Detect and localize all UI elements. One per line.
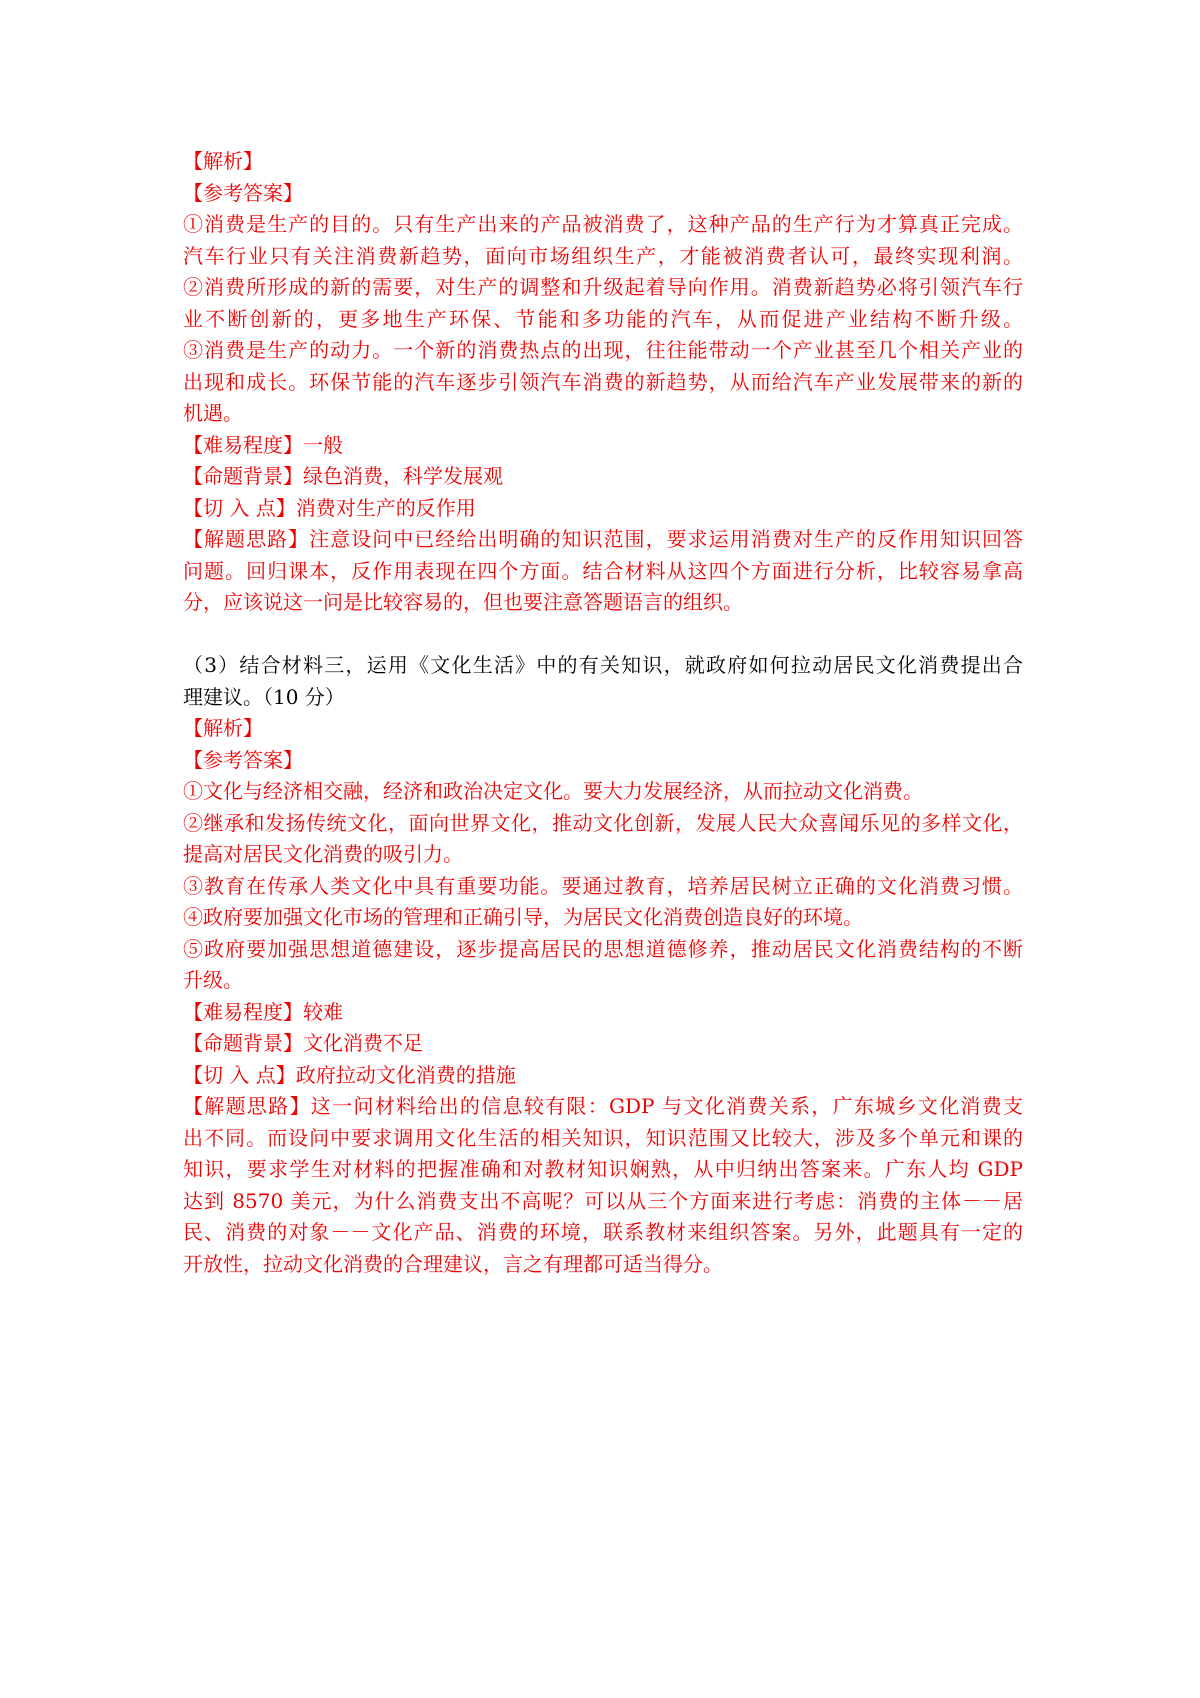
document-page xyxy=(183,146,1023,1280)
q2-thinking-line: 分，应该说这一问是比较容易的，但也要注意答题语言的组织。 xyxy=(183,590,743,614)
q3-difficulty: 【难易程度】较难 xyxy=(183,999,343,1024)
q2-thinking-line: 问题。回归课本，反作用表现在四个方面。结合材料从这四个方面进行分析，比较容易拿高 xyxy=(183,558,1023,583)
q3-answer-line: ④政府要加强文化市场的管理和正确引导，为居民文化消费创造良好的环境。 xyxy=(183,905,863,929)
q3-answer-line: 提高对居民文化消费的吸引力。 xyxy=(183,842,463,866)
q2-answer-line: 汽车行业只有关注消费新趋势，面向市场组织生产，才能被消费者认可，最终实现利润。 xyxy=(183,243,1023,268)
q3-question-block xyxy=(183,650,1023,713)
q2-answer-line: 机遇。 xyxy=(183,401,243,425)
q3-answer-line: 升级。 xyxy=(183,968,243,992)
q3-thinking-line: 知识，要求学生对材料的把握准确和对教材知识娴熟，从中归纳出答案来。广东人均 GDP xyxy=(183,1157,1023,1181)
q3-thinking-block xyxy=(183,1091,1023,1280)
q3-question-line: 理建议。（10 分） xyxy=(183,684,345,709)
q3-answer-line: ②继承和发扬传统文化，面向世界文化，推动文化创新，发展人民大众喜闻乐见的多样文化， xyxy=(183,810,1023,835)
q3-thinking-line: 出不同。而设问中要求调用文化生活的相关知识，知识范围又比较大，涉及多个单元和课的 xyxy=(183,1125,1023,1150)
q2-answer-line: ③消费是生产的动力。一个新的消费热点的出现，往往能带动一个产业甚至几个相关产业的 xyxy=(183,338,1023,362)
q2-background: 【命题背景】绿色消费，科学发展观 xyxy=(183,464,503,488)
q3-answer-block xyxy=(183,776,1023,997)
q2-thinking-block xyxy=(183,524,1023,619)
q3-entry-point: 【切 入 点】政府拉动文化消费的措施 xyxy=(183,1062,516,1087)
q3-answer-line: ⑤政府要加强思想道德建设，逐步提高居民的思想道德修养，推动居民文化消费结构的不断 xyxy=(183,936,1023,961)
q2-answer-line: ①消费是生产的目的。只有生产出来的产品被消费了，这种产品的生产行为才算真正完成。 xyxy=(183,212,1023,236)
q3-thinking-line: 【解题思路】这一问材料给出的信息较有限：GDP 与文化消费关系，广东城乡文化消费支 xyxy=(183,1094,1023,1118)
q2-answer-line: 业不断创新的，更多地生产环保、节能和多功能的汽车，从而促进产业结构不断升级。 xyxy=(183,306,1023,331)
q2-thinking-line: 【解题思路】注意设问中已经给出明确的知识范围，要求运用消费对生产的反作用知识回答 xyxy=(183,527,1023,551)
q3-question-line: （3）结合材料三，运用《文化生活》中的有关知识，就政府如何拉动居民文化消费提出合 xyxy=(183,653,1023,677)
q2-answer-line: ②消费所形成的新的需要，对生产的调整和升级起着导向作用。消费新趋势必将引领汽车行 xyxy=(183,275,1023,299)
q3-thinking-line: 开放性，拉动文化消费的合理建议，言之有理都可适当得分。 xyxy=(183,1251,723,1276)
q3-background: 【命题背景】文化消费不足 xyxy=(183,1031,423,1055)
q2-entry-point: 【切 入 点】消费对生产的反作用 xyxy=(183,495,476,520)
q3-answer-heading: 【参考答案】 xyxy=(183,747,303,772)
q2-difficulty: 【难易程度】一般 xyxy=(183,432,343,457)
q2-answer-block xyxy=(183,209,1023,430)
q3-jiexi-heading: 【解析】 xyxy=(183,716,263,740)
q2-jiexi-heading: 【解析】 xyxy=(183,149,263,173)
q2-answer-heading: 【参考答案】 xyxy=(183,180,303,205)
q3-thinking-line: 民、消费的对象－－文化产品、消费的环境，联系教材来组织答案。另外，此题具有一定的 xyxy=(183,1220,1023,1244)
q3-answer-line: ③教育在传承人类文化中具有重要功能。要通过教育，培养居民树立正确的文化消费习惯。 xyxy=(183,873,1023,898)
q2-answer-line: 出现和成长。环保节能的汽车逐步引领汽车消费的新趋势，从而给汽车产业发展带来的新的 xyxy=(183,369,1023,394)
q3-answer-line: ①文化与经济相交融，经济和政治决定文化。要大力发展经济，从而拉动文化消费。 xyxy=(183,779,923,803)
q3-thinking-line: 达到 8570 美元，为什么消费支出不高呢？可以从三个方面来进行考虑：消费的主体－－居 xyxy=(183,1188,1023,1213)
section-spacer xyxy=(183,619,1023,651)
